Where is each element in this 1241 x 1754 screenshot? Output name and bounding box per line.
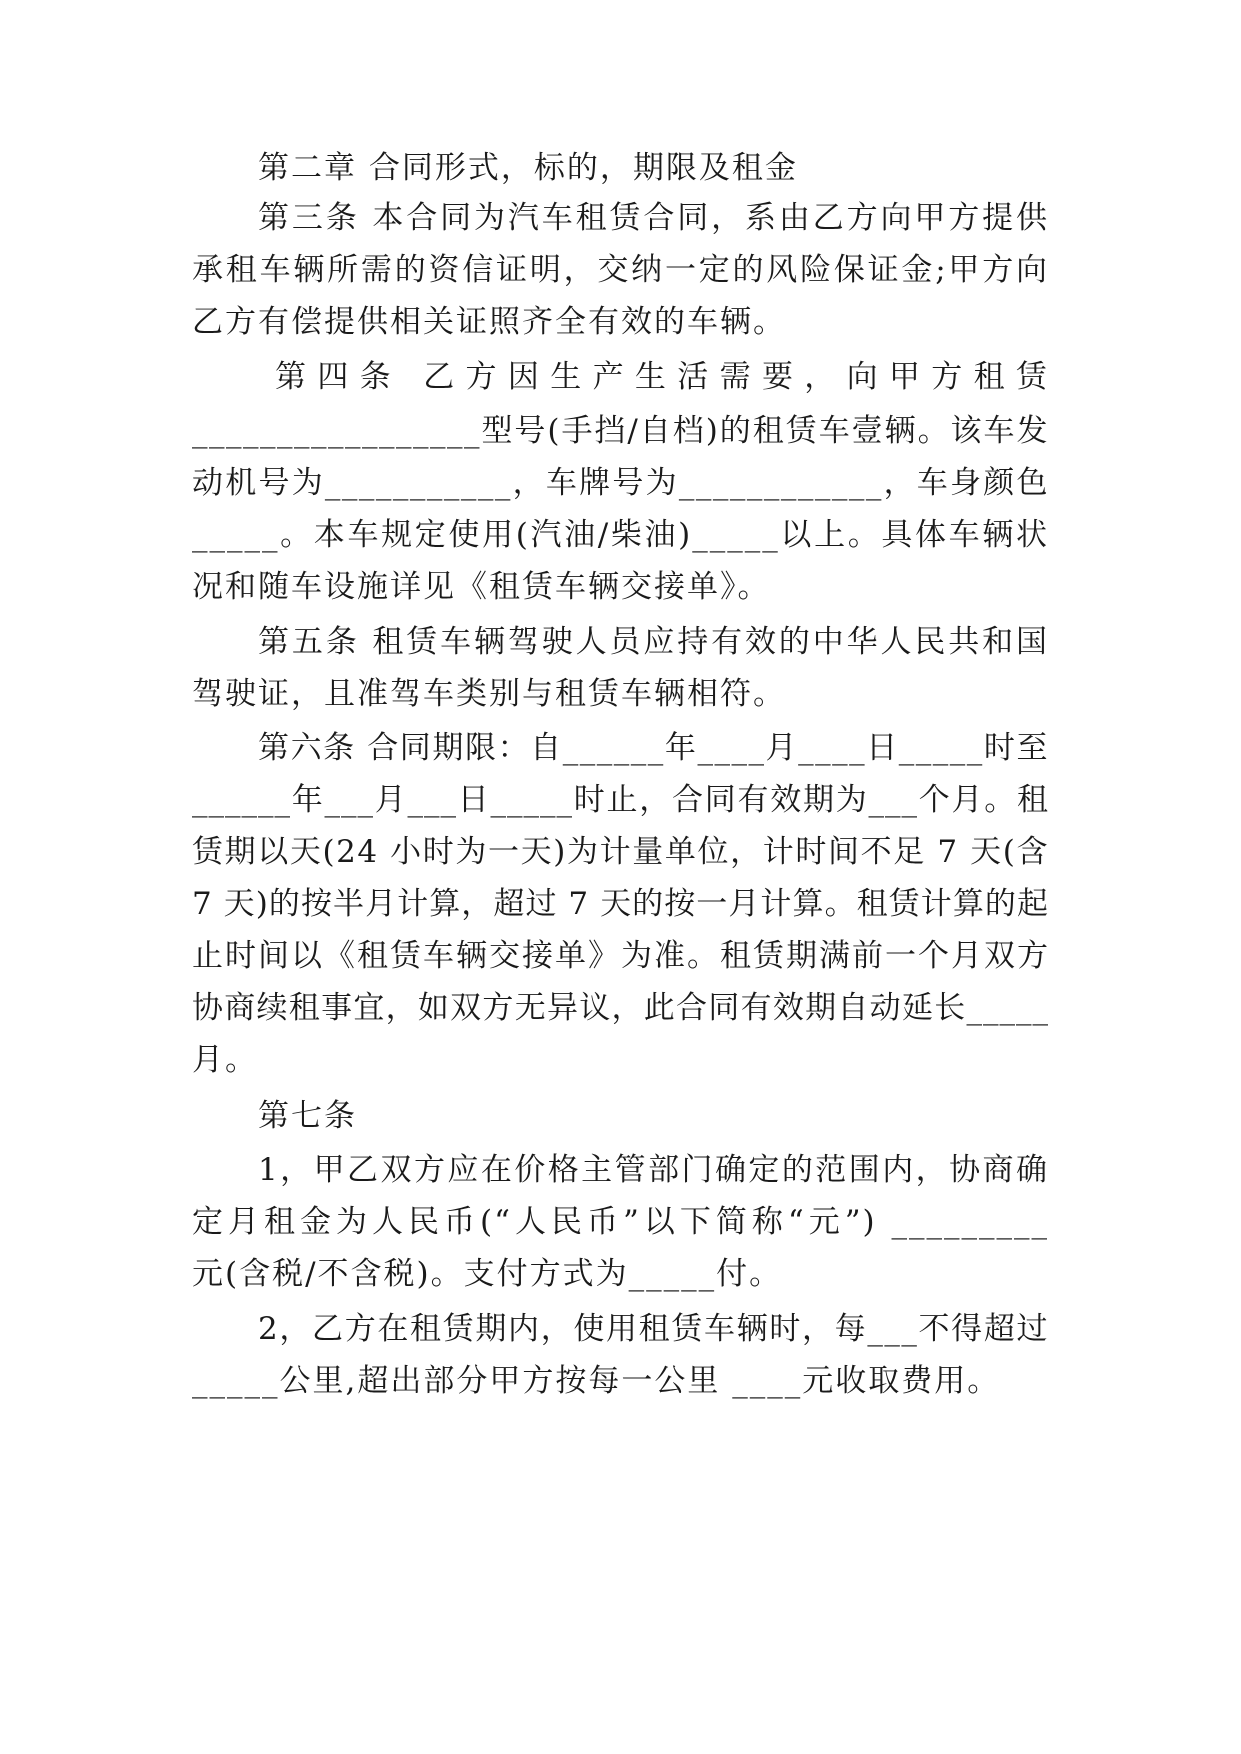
article-6-line-7: 月。	[192, 1042, 258, 1078]
article-4-line-2: _________________型号(手挡/自档)的租赁车壹辆。该车发	[192, 413, 1049, 449]
article-6-line-2: ______年___月___日_____时止，合同有效期为___个月。租	[192, 782, 1049, 818]
chapter-heading: 第二章 合同形式，标的，期限及租金	[258, 150, 798, 186]
article-6-line-6: 协商续租事宜，如双方无异议，此合同有效期自动延长_____	[192, 990, 1049, 1026]
article-6-line-1: 第六条 合同期限：自______年____月____日_____时至	[258, 730, 1049, 766]
article-7-item-2-line-2: _____公里,超出部分甲方按每一公里 ____元收取费用。	[192, 1363, 1001, 1399]
article-6-line-5: 止时间以《租赁车辆交接单》为准。租赁期满前一个月双方	[192, 938, 1050, 974]
article-7-item-1-line-2: 定月租金为人民币(“人民币”以下简称“元”) _________	[192, 1204, 1049, 1240]
article-4-line-1: 第四条 乙方因生产生活需要，向甲方租赁	[275, 359, 1049, 395]
article-7-item-2-line-1: 2，乙方在租赁期内，使用租赁车辆时，每___不得超过	[258, 1311, 1049, 1347]
article-7-heading: 第七条	[258, 1098, 357, 1134]
article-6-line-4: 7 天)的按半月计算，超过 7 天的按一月计算。租赁计算的起	[192, 886, 1049, 922]
article-3-line-1: 第三条 本合同为汽车租赁合同，系由乙方向甲方提供	[258, 200, 1049, 236]
article-4-line-5: 况和随车设施详见《租赁车辆交接单》。	[192, 569, 771, 605]
article-4-line-3: 动机号为___________，车牌号为____________，车身颜色	[192, 465, 1049, 501]
article-4-line-4: _____。本车规定使用(汽油/柴油)_____以上。具体车辆状	[192, 517, 1049, 553]
article-3-line-2: 承租车辆所需的资信证明，交纳一定的风险保证金;甲方向	[192, 252, 1049, 288]
article-6-line-3: 赁期以天(24 小时为一天)为计量单位，计时间不足 7 天(含	[192, 834, 1049, 870]
article-3-line-3: 乙方有偿提供相关证照齐全有效的车辆。	[192, 304, 786, 340]
article-7-item-1-line-3: 元(含税/不含税)。支付方式为_____付。	[192, 1256, 783, 1292]
article-5-line-2: 驾驶证，且准驾车类别与租赁车辆相符。	[192, 676, 786, 712]
article-7-item-1-line-1: 1，甲乙双方应在价格主管部门确定的范围内，协商确	[258, 1152, 1049, 1188]
article-5-line-1: 第五条 租赁车辆驾驶人员应持有效的中华人民共和国	[258, 624, 1049, 660]
